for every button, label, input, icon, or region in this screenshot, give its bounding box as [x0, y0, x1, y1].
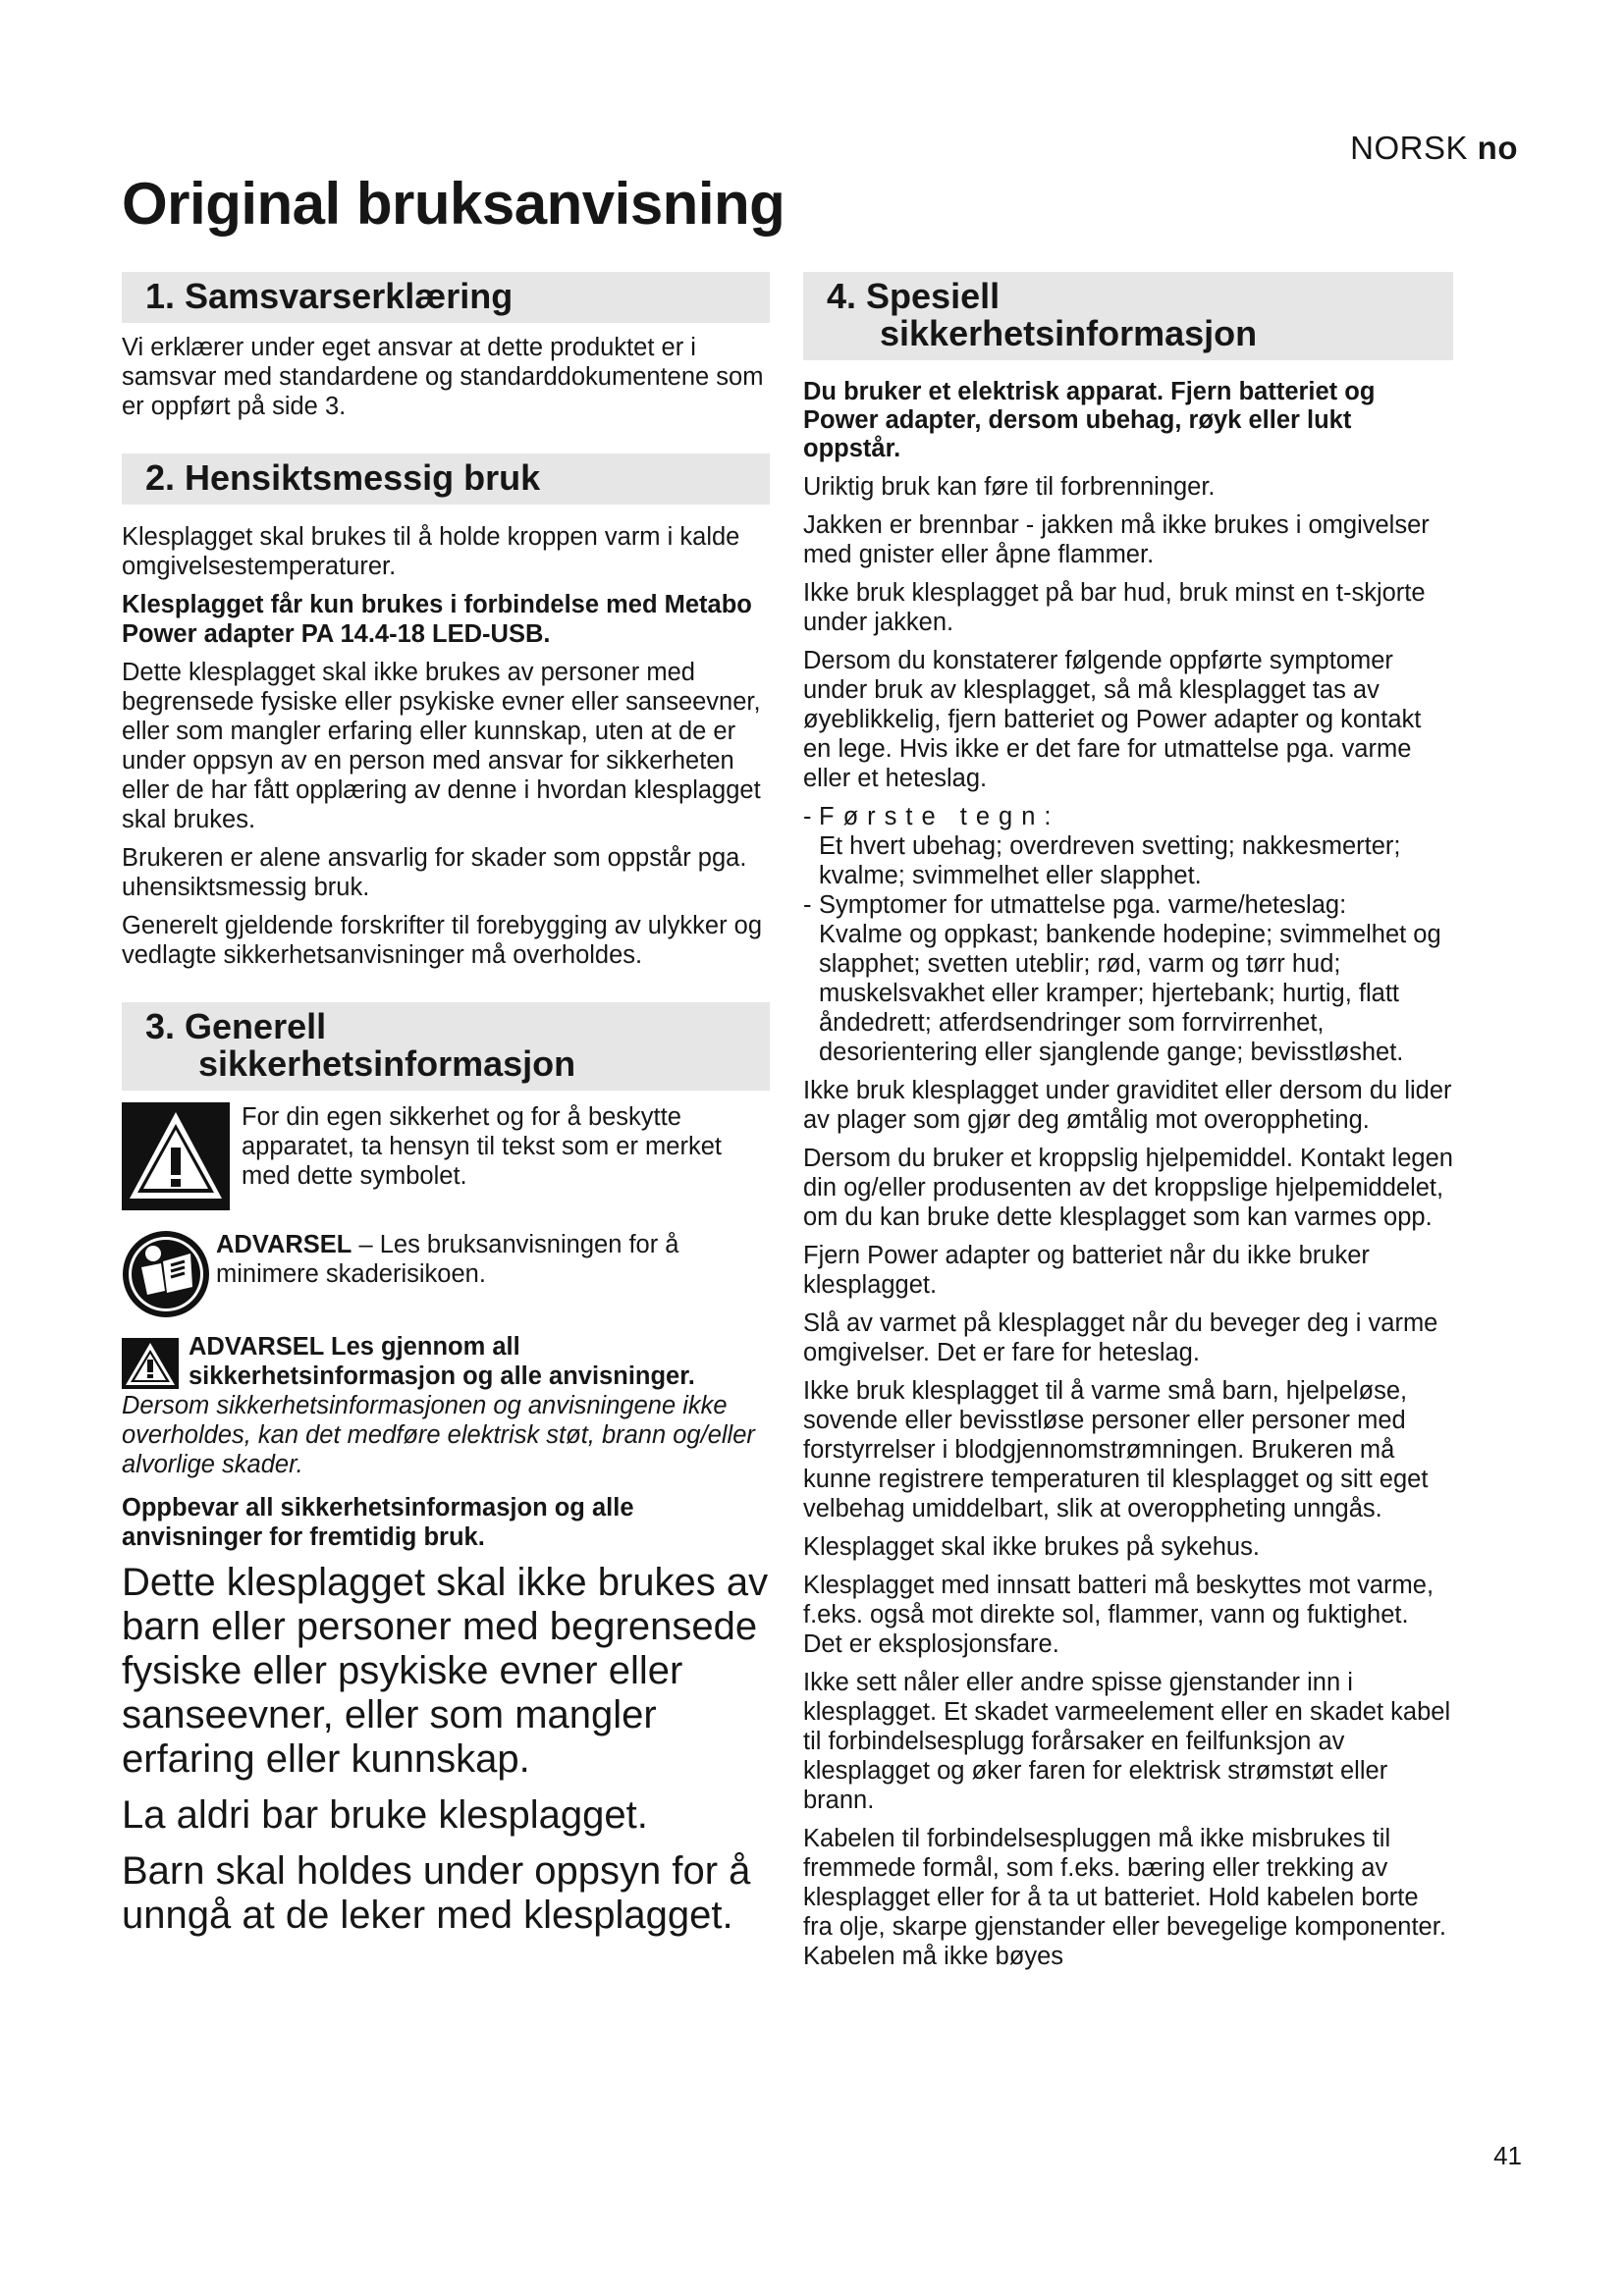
supervise-children: Barn skal holdes under oppsyn for å unngå at de leker med klesplagget.: [122, 1849, 751, 1937]
left-column: [122, 272, 770, 1949]
section-4-p11: Klesplagget med innsatt batteri må beskyttes mot varme, f.eks. også mot direkte sol, flammer, vann og fuktighet. Det er eksplosjonsfare.: [803, 1572, 1435, 1658]
section-2-heading: 2. Hensiktsmessig bruk: [122, 454, 770, 505]
right-column: [803, 272, 1453, 1980]
page-title: Original bruksanvisning: [122, 171, 785, 237]
section-4-p4: Dersom du konstaterer følgende oppførte symptomer under bruk av klesplagget, så må klesplagget tas av øyeblikkelig, fjern batteriet og Power adapter og kontakt en lege. Hvis ikke er det fare for utmattelse pga. varme eller et heteslag.: [803, 647, 1422, 792]
section-2-p4: Brukeren er alene ansvarlig for skader som oppstår pga. uhensiktsmessig bruk.: [122, 844, 747, 901]
section-4-p8: Slå av varmet på klesplagget når du beveger deg i varme omgivelser. Det er fare for heteslag.: [803, 1309, 1438, 1366]
list-item: - Første tegn: Et hvert ubehag; overdreven svetting; nakkesmerter; kvalme; svimmelhet eller slapphet.: [803, 803, 1401, 889]
section-4-p2: Jakken er brennbar - jakken må ikke brukes i omgivelser med gnister eller åpne flammer.: [803, 511, 1430, 568]
never-use-warning: La aldri bar bruke klesplagget.: [122, 1793, 648, 1837]
section-2-p3: Dette klesplagget skal ikke brukes av personer med begrensede fysiske eller psykiske evner eller sanseevner, eller som mangler erfaring eller kunnskap, uten at de er under oppsyn av en person med ansvar for sikkerheten eller de har fått opplæring av denne i hvordan klesplagget skal brukes.: [122, 659, 761, 833]
section-3-heading: 3. Generell sikkerhetsinformasjon: [122, 1002, 770, 1091]
list-item: - Symptomer for utmattelse pga. varme/heteslag: Kvalme og oppkast; bankende hodepine; svimmelhet og slapphet; svetten uteblir; rød, varm og tørr hud; muskelsvakhet eller kramper; hjertebank; hurtig, flatt åndedrett; atferdsendringer som forrvirrenhet, desorientering eller sjanglende gange; bevisstløshet.: [803, 891, 1441, 1066]
section-4-p5: Ikke bruk klesplagget under graviditet eller dersom du lider av plager som gjør deg ømtålig mot overoppheting.: [803, 1077, 1452, 1134]
section-4-p1: Uriktig bruk kan føre til forbrenninger.: [803, 473, 1216, 501]
section-4-p10: Klesplagget skal ikke brukes på sykehus.: [803, 1533, 1260, 1561]
warning-triangle-icon: [122, 1338, 179, 1389]
section-2-p5: Generelt gjeldende forskrifter til forebygging av ulykker og vedlagte sikkerhetsanvisninger må overholdes.: [122, 912, 763, 969]
read-manual-text: ADVARSEL – Les bruksanvisningen for å minimere skaderisikoen.: [216, 1231, 679, 1288]
section-1-text: Vi erklærer under eget ansvar at dette produktet er i samsvar med standardene og standarddokumentene som er oppført på side 3.: [122, 334, 764, 420]
language-label: NORSK no: [1350, 130, 1518, 166]
section-4-heading: 4. Spesiell sikkerhetsinformasjon: [803, 272, 1453, 360]
section-4-p13: Kabelen til forbindelsespluggen må ikke misbrukes til fremmede formål, som f.eks. bæring eller trekking av klesplagget eller for å ta ut batteriet. Hold kabelen borte fra olje, skarpe gjenstander eller bevegelige komponenter. Kabelen må ikke bøyes: [803, 1825, 1446, 1970]
symbol-note: [122, 1102, 770, 1210]
warning-triangle-icon: [122, 1102, 230, 1210]
warning-read-all: ADVARSEL Les gjennom all sikkerhetsinformasjon og alle anvisninger. Dersom sikkerhetsinformasjonen og anvisningene ikke overholdes, kan det medføre elektrisk støt, brann og/eller alvorlige skader.: [122, 1333, 755, 1478]
section-4-p9: Ikke bruk klesplagget til å varme små barn, hjelpeløse, sovende eller bevisstløse personer eller personer med forstyrrelser i blodgjennomstrømningen. Brukeren må kunne registrere temperaturen til klesplagget og sitt eget velbehag umiddelbart, slik at overoppheting unngås.: [803, 1377, 1429, 1522]
read-manual-icon: [122, 1230, 210, 1318]
page-number: 41: [1493, 2141, 1522, 2170]
section-2-p1: Klesplagget skal brukes til å holde kroppen varm i kalde omgivelsestemperaturer.: [122, 523, 740, 580]
symptom-list: [803, 802, 1453, 1067]
children-warning: Dette klesplagget skal ikke brukes av barn eller personer med begrensede fysiske eller psykiske evner eller sanseevner, eller som mangler erfaring eller kunnskap.: [122, 1561, 769, 1781]
symbol-note-text: For din egen sikkerhet og for å beskytte apparatet, ta hensyn til tekst som er merket med dette symbolet.: [242, 1103, 722, 1190]
section-4-p3: Ikke bruk klesplagget på bar hud, bruk minst en t-skjorte under jakken.: [803, 579, 1426, 636]
section-4-lead: Du bruker et elektrisk apparat. Fjern batteriet og Power adapter, dersom ubehag, røyk eller lukt oppstår.: [803, 378, 1376, 462]
section-4-p12: Ikke sett nåler eller andre spisse gjenstander inn i klesplagget. Et skadet varmeelement eller en skadet kabel til forbindelsesplugg forårsaker en feilfunksjon av klesplagget og øker faren for elektrisk strømstøt eller brann.: [803, 1669, 1451, 1814]
section-2-p2: Klesplagget får kun brukes i forbindelse med Metabo Power adapter PA 14.4-18 LED-USB.: [122, 591, 752, 648]
section-4-p6: Dersom du bruker et kroppslig hjelpemiddel. Kontakt legen din og/eller produsenten av det kroppslige hjelpemiddelet, om du kan bruke dette klesplagget som kan varmes opp.: [803, 1145, 1453, 1231]
section-4-p7: Fjern Power adapter og batteriet når du ikke bruker klesplagget.: [803, 1242, 1370, 1299]
read-manual-warning: [122, 1222, 770, 1318]
keep-instructions: Oppbevar all sikkerhetsinformasjon og alle anvisninger for fremtidig bruk.: [122, 1494, 634, 1551]
section-1-heading: 1. Samsvarserklæring: [122, 272, 770, 323]
